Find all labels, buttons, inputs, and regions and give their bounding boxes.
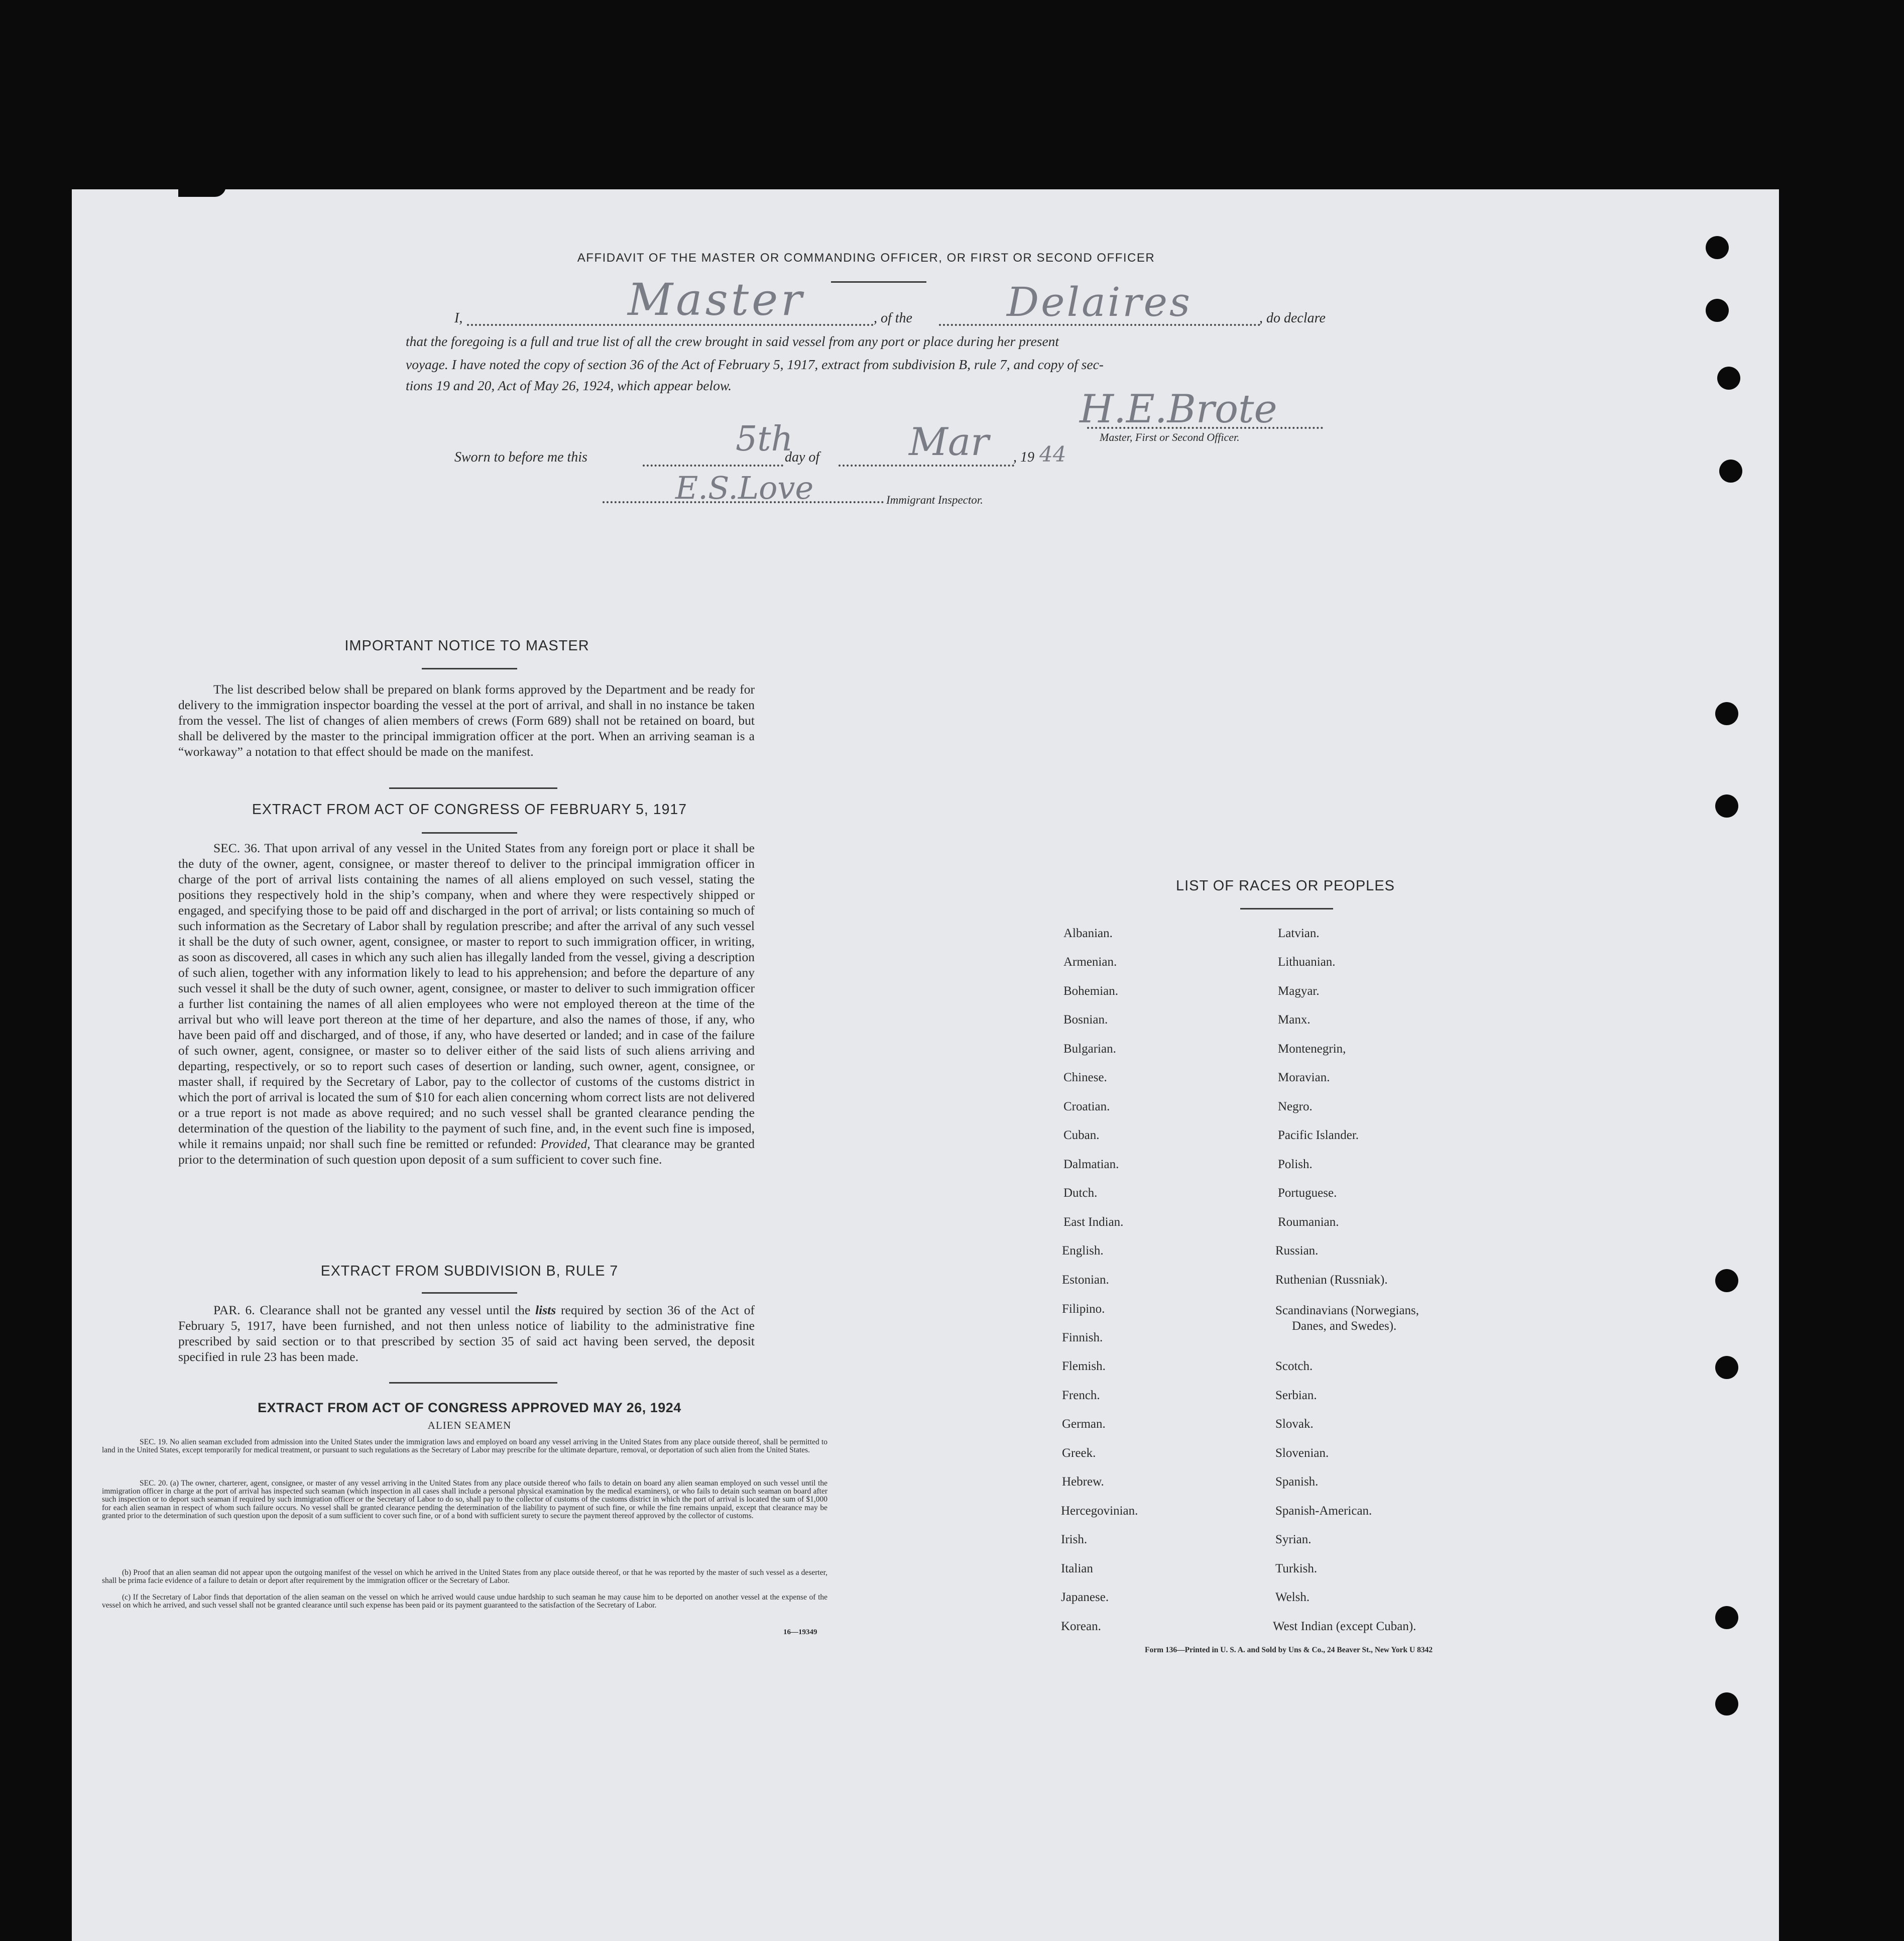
race-item: Hebrew. [1062,1475,1104,1489]
rule7-title: EXTRACT FROM SUBDIVISION B, RULE 7 [320,1263,619,1279]
race-item: Negro. [1278,1100,1313,1113]
year-prefix: , 19 [1013,449,1034,465]
punch-hole [1715,794,1738,818]
race-item: Estonian. [1062,1273,1109,1287]
race-item: Dalmatian. [1063,1158,1119,1171]
blank-line [643,465,783,467]
sec-20a-text: SEC. 20. (a) The owner, charterer, agent, consignee, or master of any vessel arriving in the United States from any place outside thereof who fails to detain on board any alien seaman employed on such vessel until the immigration officer in charge at the port of arrival has inspected such seaman (which inspection in all cases shall include a personal physical examination by the medical examiners), or who fails to detain such seaman on board after such inspection or to deport such seaman if required by such immigration officer or the Secretary of Labor to do so, shall pay to the collector of customs of the customs district in which the port of arrival is located the sum of $1,000 for each alien seaman in respect of whom such failure occurs. No vessel shall be granted clearance pending the determination of the liability to payment of such fine, or while the fine remains unpaid, except that clearance may be granted prior to the determination of such question upon the deposit of a sum sufficient to cover such fine, or of a bond with sufficient surety to secure the payment thereof approved by the collector of customs. [102,1479,827,1520]
race-item: Scotch. [1275,1359,1313,1373]
race-item: Portuguese. [1278,1186,1337,1200]
race-item: Welsh. [1275,1590,1310,1604]
race-item: Slovak. [1275,1417,1314,1431]
punch-hole [1706,299,1729,322]
race-item: Roumanian. [1278,1215,1339,1229]
race-item: English. [1062,1244,1104,1258]
race-item: Filipino. [1062,1302,1105,1316]
extract-1917-title: EXTRACT FROM ACT OF CONGRESS OF FEBRUARY 5, 1917 [252,802,687,818]
section-label: SEC. 36. [213,841,261,855]
race-item: Dutch. [1063,1186,1098,1200]
blank-line [839,465,1014,467]
signature-caption: Master, First or Second Officer. [1100,431,1240,443]
race-item: Cuban. [1063,1128,1100,1142]
divider [422,668,517,669]
divider [422,832,517,834]
punch-hole [1715,1606,1738,1629]
race-item: Armenian. [1063,955,1117,969]
day-of: day of [785,449,820,465]
section-text: That upon arrival of any vessel in the United States from any foreign port or place it shall be the duty of the owner, agent, consignee, or master thereof to deliver to the principal immigration officer in charge of the port of arrival lists containing the names of all aliens employed on such vessel, stating the positions they respectively hold in the ship’s company, when and where they were respectively shipped or engaged, and specifying those to be paid off and discharged in the port of arrival; or lists containing so much of such information as the Secretary of Labor shall by regulation prescribe; and after the arrival of any such vessel it shall be the duty of such owner, agent, consignee, or master to report to such immigration officer, in writing, as soon as discovered, all cases in which any such alien has illegally landed from the vessel, giving a description of such alien, together with any information likely to lead to his apprehension; and before the departure of any such vessel it shall be the duty of such owner, agent, consignee, or master to deliver to such immigration officer a further list containing the names of all alien employees who were not employed thereon at the time of the arrival but who will leave port thereon at the time of her departure, and also the names of those, if any, who have been paid off and discharged, and of those, if any, who have deserted or landed; and in case of the failure of such owner, agent, consignee, or master so to deliver either of the said lists of such aliens arriving and departing, respectively, or so to report such cases of desertion or landing, such owner, agent, consignee, or master shall, if required by the Secretary of Labor, pay to the collector of customs of the customs district in which the port of arrival is located the sum of $10 for each alien concerning whom correct lists are not delivered or a true report is not made as above required; and no such vessel shall be granted clearance pending the determination of the question of the liability to the payment of such fine, and, in the event such fine is imposed, while it remains unpaid; nor shall such fine be remitted or refunded: [178,841,755,1151]
handwritten-month: Mar [909,419,989,464]
race-item: Hercegovinian. [1061,1504,1138,1518]
race-item: German. [1062,1417,1106,1431]
paragraph-text: Clearance shall not be granted any vessel until the [260,1303,531,1317]
divider [1240,908,1333,909]
lists-word: lists [535,1303,556,1317]
punch-hole [1715,1692,1738,1716]
affidavit-line: voyage. I have noted the copy of section 36 of the Act of February 5, 1917, extract from subdivision B, rule 7, and copy of sec- [406,357,1104,372]
inspector-caption: Immigrant Inspector. [886,494,983,506]
affidavit-declare: , do declare [1259,310,1326,326]
punch-hole [1715,702,1738,725]
sec-19-text: SEC. 19. No alien seaman excluded from admission into the United States under the immigration laws and employed on board any vessel arriving in the United States from any place outside thereof, shall be permitted to land in the United States, except temporarily for medical treatment, or pursuant to such regulations as the Secretary of Labor may prescribe for the ultimate departure, removal, or deportation of such alien from the United States. [102,1438,827,1455]
handwritten-signature: H.E.Brote [1080,387,1277,432]
handwritten-day: 5th [736,419,793,459]
signature-line [1087,427,1323,429]
provided-word: Provided, [540,1136,590,1151]
form-code: 16—19349 [783,1628,817,1636]
printer-footer: Form 136—Printed in U. S. A. and Sold by Uns & Co., 24 Beaver St., New York U 8342 [1145,1646,1433,1654]
race-item: Spanish-American. [1275,1504,1372,1518]
race-item: East Indian. [1063,1215,1124,1229]
race-item: Polish. [1278,1158,1313,1171]
sec-20c-text: (c) If the Secretary of Labor finds that deportation of the alien seaman on the vessel on which he arrived would cause undue hardship to such seaman he may cause him to be deported on another vessel at the expense of the vessel on which he arrived, and such vessel shall not be granted clearance until such expense has been paid or its payment guaranteed to the satisfaction of the Secretary of Labor. [102,1593,827,1610]
race-item: Croatian. [1063,1100,1110,1113]
punch-hole [1717,367,1740,390]
race-item: Magyar. [1278,984,1320,998]
paragraph-text: required by section 36 of the Act of February 5, 1917, have been furnished, and not then unless notice of liability to the administrative fine prescribed by said section or to that prescribed by section 35 of said act having been served, the deposit specified in rule 23 has been made. [178,1303,755,1364]
act-1924-subtitle: ALIEN SEAMEN [427,1419,512,1431]
race-item: Montenegrin, [1278,1042,1346,1056]
race-item: Manx. [1278,1013,1311,1026]
page-tab [178,186,226,197]
race-item: Pacific Islander. [1278,1128,1359,1142]
paragraph-label: PAR. 6. [213,1303,255,1317]
sworn-text: Sworn to before me this [454,449,587,465]
punch-hole [1719,460,1742,483]
race-item: Korean. [1061,1620,1101,1633]
notice-title: IMPORTANT NOTICE TO MASTER [344,638,589,654]
race-item: Bulgarian. [1063,1042,1116,1056]
race-item: Russian. [1275,1244,1319,1258]
race-item: Lithuanian. [1278,955,1336,969]
race-item: Bosnian. [1063,1013,1108,1026]
divider [389,1382,557,1384]
race-item: Scandinavians (Norwegians, [1275,1304,1419,1317]
race-item: Chinese. [1063,1071,1107,1084]
handwritten-vessel: Delaires [1007,279,1192,325]
punch-hole [1715,1269,1738,1292]
race-item: Turkish. [1275,1562,1318,1575]
section-text: That clearance may be granted prior to the determination of such question upon deposit of a sum sufficient to cover such fine. [178,1136,755,1167]
race-item: Slovenian. [1275,1446,1329,1460]
affidavit-of-the: , of the [874,310,912,326]
race-item: Flemish. [1062,1359,1106,1373]
race-item: Syrian. [1275,1533,1312,1546]
affidavit-line: tions 19 and 20, Act of May 26, 1924, which appear below. [406,378,732,393]
punch-hole [1706,236,1729,259]
race-item: Moravian. [1278,1071,1330,1084]
divider [831,281,926,283]
race-item: Greek. [1062,1446,1096,1460]
race-item: Japanese. [1061,1590,1109,1604]
race-item: Danes, and Swedes). [1292,1319,1397,1333]
notice-text: The list described below shall be prepared on blank forms approved by the Department and be ready for delivery to the immigration inspector boarding the vessel at the port of arrival, and shall in no instance be taken from the vessel. The list of changes of alien members of crews (Form 689) shall not be retained on board, but shall be delivered by the master to the principal immigration officer at the port. When an arriving seaman is a “workaway” a notation to that effect should be made on the manifest. [178,682,755,759]
divider [422,1292,517,1294]
handwritten-year: 44 [1039,442,1066,467]
act-1924-title: EXTRACT FROM ACT OF CONGRESS APPROVED MAY 26, 1924 [258,1400,681,1415]
race-item: Irish. [1061,1533,1088,1546]
race-item: Ruthenian (Russniak). [1275,1273,1388,1287]
handwritten-master: Master [628,274,805,325]
race-item: Italian [1061,1562,1093,1575]
affidavit-title: AFFIDAVIT OF THE MASTER OR COMMANDING OFFICER, OR FIRST OR SECOND OFFICER [577,251,1155,265]
handwritten-inspector: E.S.Love [675,470,814,506]
race-item: Finnish. [1062,1331,1103,1344]
race-item: Latvian. [1278,927,1320,940]
affidavit-i: I, [454,310,463,326]
extract-1917-text [178,840,755,1167]
punch-hole [1715,1356,1738,1379]
race-item: Spanish. [1275,1475,1319,1489]
race-item: Serbian. [1275,1389,1317,1402]
race-item: French. [1062,1389,1100,1402]
rule7-text [178,1302,755,1364]
sec-20b-text: (b) Proof that an alien seaman did not appear upon the outgoing manifest of the vessel on which he arrived in the United States from any place outside thereof, or that he was reported by the master of such vessel as a deserter, shall be prima facie evidence of a failure to detain or deport after requirement by the immigration officer or the Secretary of Labor. [102,1568,827,1585]
divider [389,787,557,789]
races-title: LIST OF RACES OR PEOPLES [1175,878,1395,894]
race-item: West Indian (except Cuban). [1273,1620,1416,1633]
race-item: Albanian. [1063,927,1113,940]
affidavit-line: that the foregoing is a full and true list of all the crew brought in said vessel from any port or place during her present [406,333,1059,349]
race-item: Bohemian. [1063,984,1119,998]
